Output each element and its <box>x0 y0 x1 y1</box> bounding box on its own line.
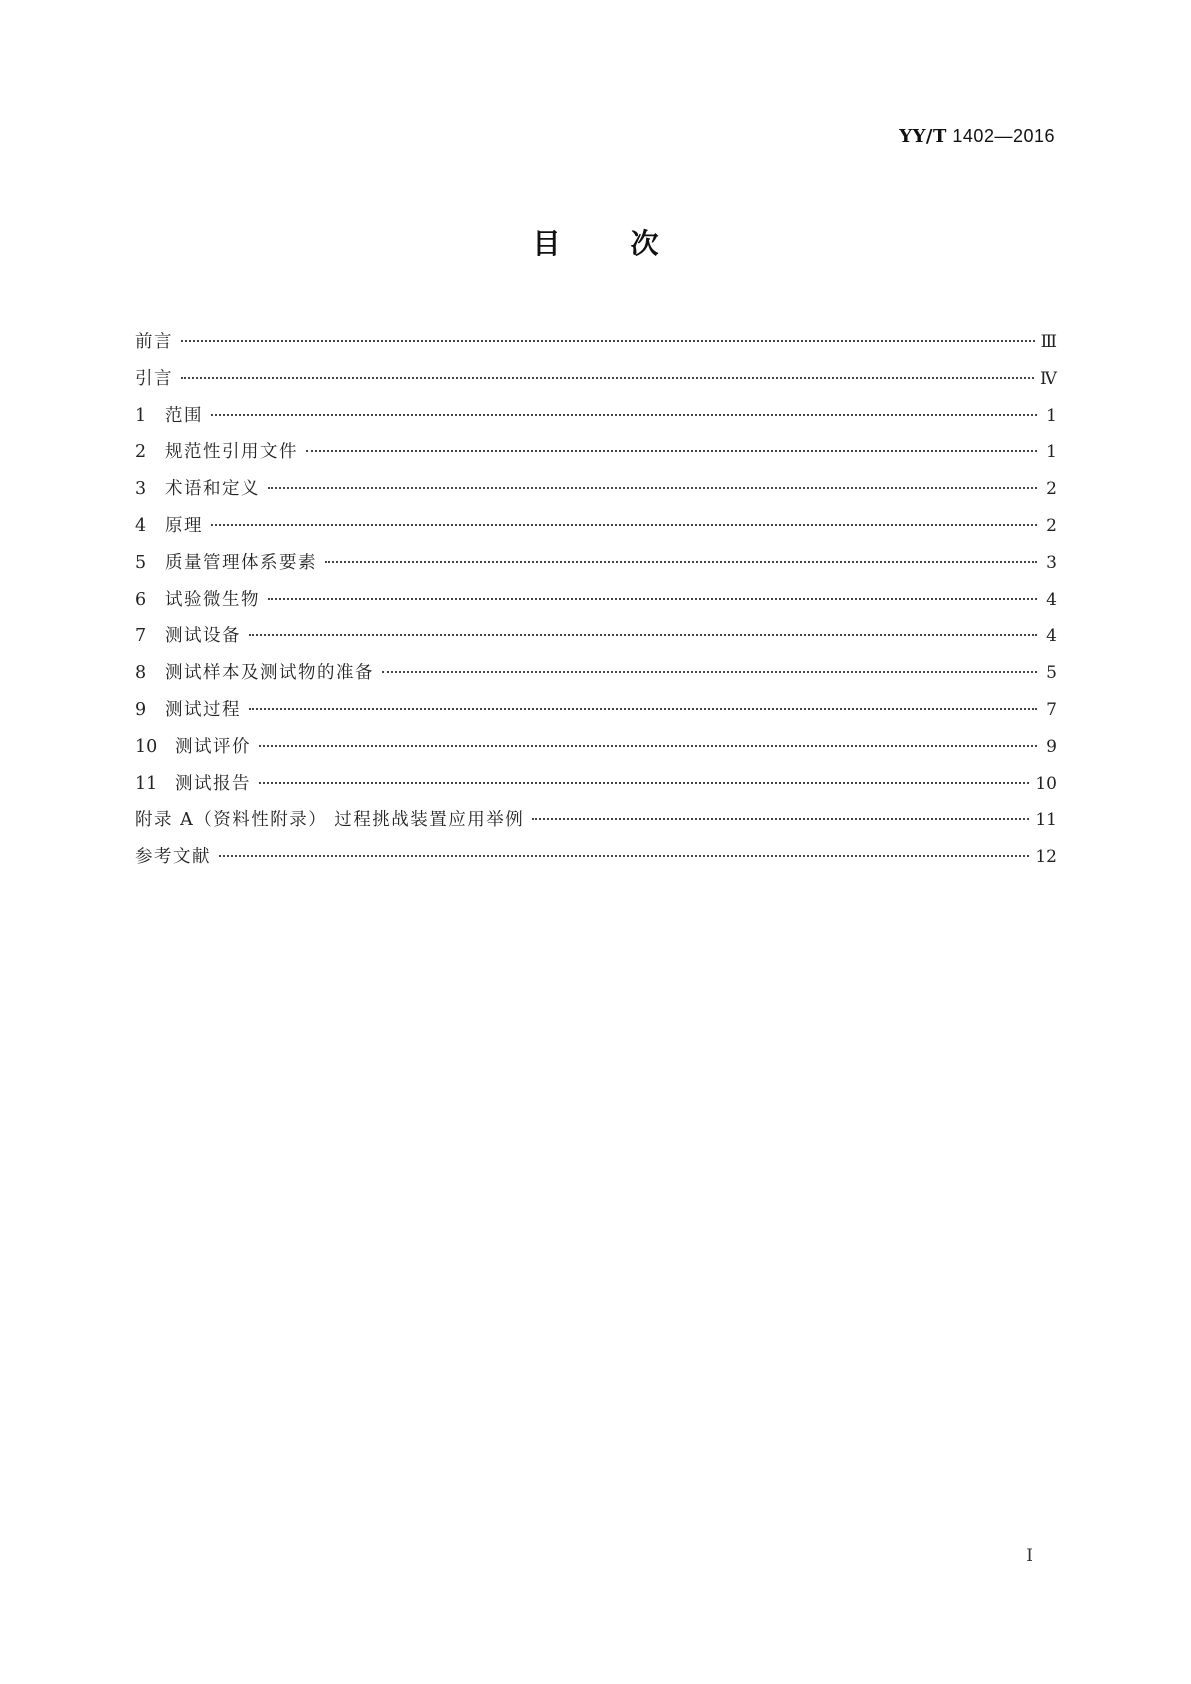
toc-entry[interactable] <box>135 729 1057 766</box>
toc-entry-number: 1 <box>135 405 147 426</box>
page-number: I <box>1026 1546 1033 1566</box>
toc-entry-number: 5 <box>135 552 147 573</box>
toc-entry-page: 7 <box>1046 699 1057 720</box>
toc-entry-page: 3 <box>1046 552 1057 573</box>
toc-entry-label: 质量管理体系要素 <box>165 552 317 573</box>
toc-entry-leader-dots <box>219 854 1029 857</box>
toc-entry[interactable] <box>135 839 1057 876</box>
toc-entry-leader-dots <box>268 597 1037 600</box>
table-of-contents <box>135 324 1057 876</box>
toc-entry-label: 测试报告 <box>175 773 251 794</box>
toc-entry-leader-dots <box>532 817 1029 820</box>
toc-entry-number: 10 <box>135 736 158 757</box>
toc-entry-number: 7 <box>135 626 147 647</box>
toc-entry-page: 1 <box>1046 442 1057 463</box>
toc-entry-number: 2 <box>135 442 147 463</box>
toc-entry-number: 11 <box>135 773 158 794</box>
toc-entry-page: 12 <box>1035 847 1057 868</box>
toc-entry-leader-dots <box>249 633 1037 636</box>
toc-entry-number: 6 <box>135 589 147 610</box>
toc-entry-page: 2 <box>1046 515 1057 536</box>
toc-title <box>0 222 1191 262</box>
toc-entry-label: 测试评价 <box>175 736 251 757</box>
toc-entry[interactable] <box>135 655 1057 692</box>
toc-entry-label: 参考文献 <box>135 847 211 868</box>
toc-entry-page: 9 <box>1046 736 1057 757</box>
toc-entry[interactable] <box>135 766 1057 803</box>
standard-code <box>899 126 1055 147</box>
toc-entry-label: 术语和定义 <box>165 479 260 500</box>
standard-prefix: YY/T <box>899 126 947 147</box>
toc-entry-leader-dots <box>259 781 1029 784</box>
toc-title-left: 目 <box>532 227 561 260</box>
toc-entry-label: 引言 <box>135 368 173 389</box>
toc-title-right: 次 <box>630 227 659 260</box>
toc-entry[interactable] <box>135 692 1057 729</box>
toc-entry-label: 前言 <box>135 332 173 352</box>
toc-entry-label: 规范性引用文件 <box>165 442 298 463</box>
toc-entry-leader-dots <box>268 486 1037 489</box>
toc-entry-page: 1 <box>1046 405 1057 426</box>
toc-entry-page: 10 <box>1035 773 1057 794</box>
toc-entry[interactable] <box>135 324 1057 361</box>
toc-entry-number: 8 <box>135 663 147 684</box>
toc-entry-label: 测试过程 <box>165 699 241 720</box>
toc-entry-leader-dots <box>211 523 1037 526</box>
toc-entry-page: 5 <box>1046 663 1057 684</box>
toc-entry-leader-dots <box>211 413 1037 416</box>
toc-entry-leader-dots <box>181 339 1035 342</box>
toc-entry-label: 试验微生物 <box>165 589 260 610</box>
toc-entry[interactable] <box>135 618 1057 655</box>
toc-entry-page: Ⅲ <box>1040 332 1057 352</box>
toc-entry-leader-dots <box>259 744 1037 747</box>
toc-entry-leader-dots <box>306 449 1037 452</box>
toc-entry[interactable] <box>135 802 1057 839</box>
toc-entry[interactable] <box>135 434 1057 471</box>
toc-entry-leader-dots <box>382 670 1037 673</box>
toc-entry[interactable] <box>135 582 1057 619</box>
toc-entry-label: 测试设备 <box>165 626 241 647</box>
toc-entry[interactable] <box>135 361 1057 398</box>
toc-entry-leader-dots <box>181 376 1034 379</box>
toc-entry-label: 范围 <box>165 405 203 426</box>
toc-entry-leader-dots <box>249 707 1037 710</box>
toc-entry[interactable] <box>135 471 1057 508</box>
toc-entry-number: 4 <box>135 515 147 536</box>
toc-entry-page: 4 <box>1046 626 1057 647</box>
toc-entry-number: 3 <box>135 479 147 500</box>
toc-entry-label: 附录 A（资料性附录） 过程挑战装置应用举例 <box>135 810 525 831</box>
toc-entry-label: 原理 <box>165 515 203 536</box>
toc-entry[interactable] <box>135 508 1057 545</box>
toc-entry-label: 测试样本及测试物的准备 <box>165 663 374 684</box>
toc-entry[interactable] <box>135 398 1057 435</box>
toc-entry-page: Ⅳ <box>1040 368 1057 389</box>
toc-entry-page: 11 <box>1035 810 1057 831</box>
toc-entry-number: 9 <box>135 699 147 720</box>
toc-entry-page: 4 <box>1046 589 1057 610</box>
toc-entry[interactable] <box>135 545 1057 582</box>
standard-number: 1402—2016 <box>952 126 1055 146</box>
toc-entry-page: 2 <box>1046 479 1057 500</box>
toc-entry-leader-dots <box>325 560 1037 563</box>
